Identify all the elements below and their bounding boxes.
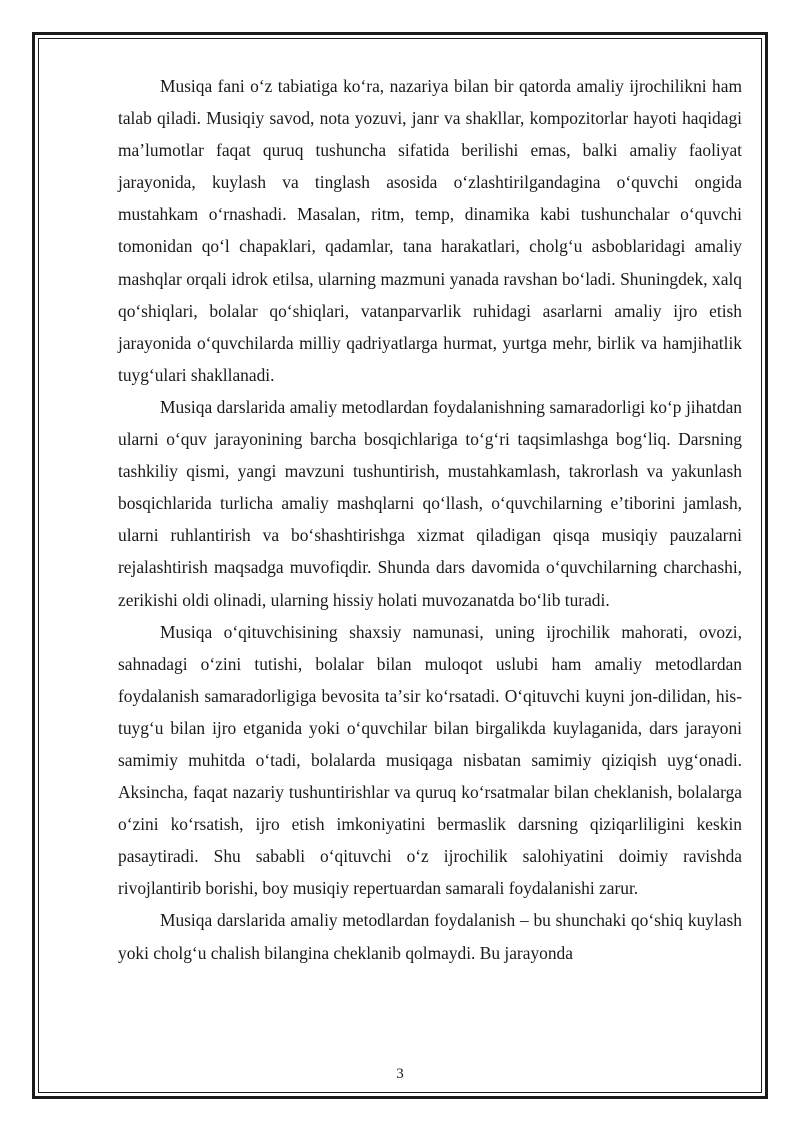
paragraph: Musiqa oʻqituvchisining shaxsiy namunasi, uning ijrochilik mahorati, ovozi, sahnadagi oʻzini tutishi, bolalar bilan muloqot uslubi ham amaliy metodlardan foydalanish samaradorligiga bevosita taʼsir koʻrsatadi. Oʻqituvchi kuyni jon-dilidan, his-tuygʻu bilan ijro etganida yoki oʻquvchilar bilan birgalikda kuylaganida, dars jarayoni samimiy muhitda oʻtadi, bolalarda musiqaga nisbatan samimiy qiziqish uygʻonadi. Aksincha, faqat nazariy tushuntirishlar va quruq koʻrsatmalar bilan cheklanish, bolalarga oʻzini koʻrsatish, ijro etish imkoniyatini bermaslik darsning qiziqarliligini keskin pasaytiradi. Shu sababli oʻqituvchi oʻz ijrochilik salohiyatini doimiy ravishda rivojlantirib borishi, boy musiqiy repertuardan samarali foydalanishi zarur. [118,621,742,899]
document-body [118,70,742,969]
paragraph: Musiqa darslarida amaliy metodlardan foydalanishning samaradorligi koʻp jihatdan ularni oʻquv jarayonining barcha bosqichlariga toʻgʻri taqsimlashga bogʻliq. Darsning tashkiliy qismi, yangi mavzuni tushuntirish, mustahkamlash, takrorlash va yakunlash bosqichlarida turlicha amaliy mashqlarni qoʻllash, oʻquvchilarning eʼtiborini jamlash, ularni ruhlantirish va boʻshashtirishga xizmat qiladigan qisqa musiqiy pauzalarni rejalashtirish maqsadga muvofiqdir. Shunda dars davomida oʻquvchilarning charchashi, zerikishi oldi olinadi, ularning hissiy holati muvozanatda boʻlib turadi. [118,396,742,610]
page-number: 3 [396,1066,404,1082]
paragraph: Musiqa darslarida amaliy metodlardan foydalanish – bu shunchaki qoʻshiq kuylash yoki cholgʻu chalish bilangina cheklanib qolmaydi. Bu jarayonda [118,910,742,963]
paragraph: Musiqa fani oʻz tabiatiga koʻra, nazariya bilan bir qatorda amaliy ijrochilikni ham talab qiladi. Musiqiy savod, nota yozuvi, janr va shakllar, kompozitorlar hayoti haqidagi maʼlumotlar faqat quruq tushuncha sifatida berilishi emas, balki amaliy faoliyat jarayonida, kuylash va tinglash asosida oʻzlashtirilgandagina oʻquvchi ongida mustahkam oʻrnashadi. Masalan, ritm, temp, dinamika kabi tushunchalar oʻquvchi tomonidan qoʻl chapaklari, qadamlar, tana harakatlari, cholgʻu asboblaridagi amaliy mashqlar orqali idrok etilsa, ularning mazmuni yanada ravshan boʻladi. Shuningdek, xalq qoʻshiqlari, bolalar qoʻshiqlari, vatanparvarlik ruhidagi asarlarni amaliy ijro etish jarayonida oʻquvchilarda milliy qadriyatlarga hurmat, yurtga mehr, birlik va hamjihatlik tuygʻulari shakllanadi. [118,76,742,385]
